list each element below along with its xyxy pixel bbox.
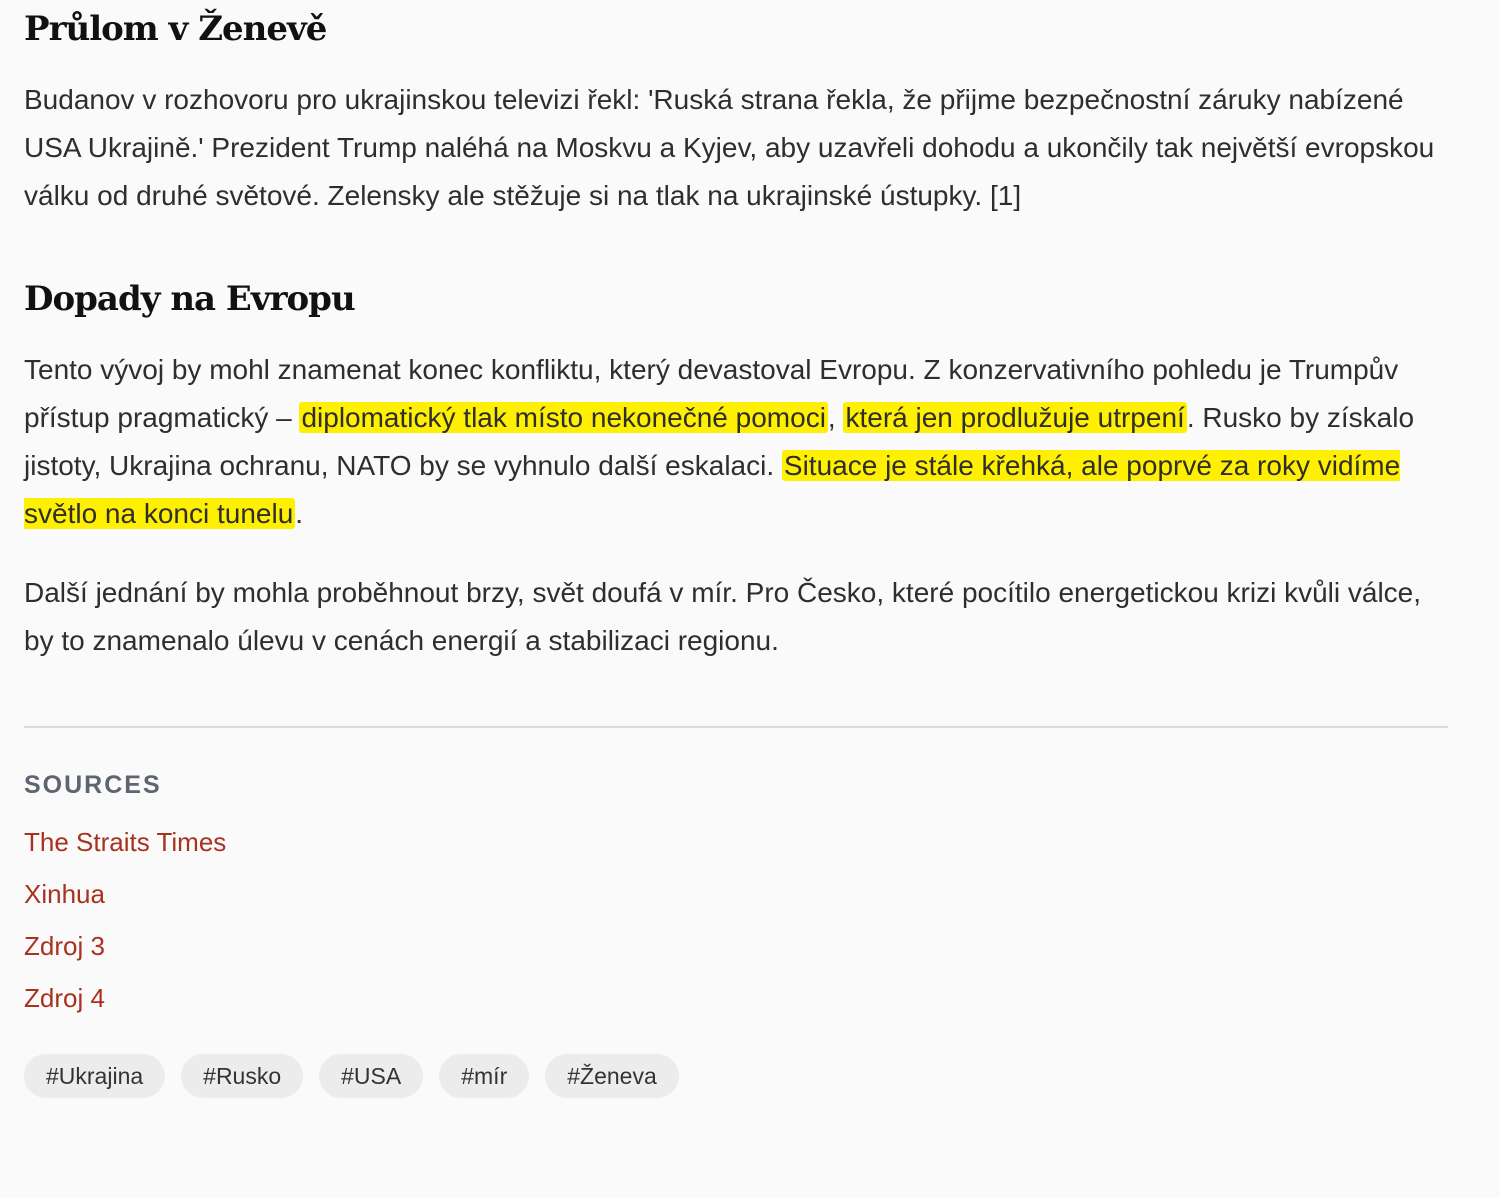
source-item bbox=[24, 868, 1448, 920]
tag-rusko[interactable]: #Rusko bbox=[181, 1054, 303, 1098]
highlight-diplomatic-pressure: diplomatický tlak místo nekonečné pomoci bbox=[301, 402, 826, 433]
source-link-zdroj-4[interactable]: Zdroj 4 bbox=[24, 983, 105, 1013]
source-link-zdroj-3[interactable]: Zdroj 3 bbox=[24, 931, 105, 961]
sources-title: SOURCES bbox=[24, 771, 162, 799]
paragraph-budanov-text: Budanov v rozhovoru pro ukrajinskou televizi řekl: 'Ruská strana řekla, že přijme bezpečnostní záruky nabízené USA Ukrajině.' Prezident Trump naléhá na Moskvu a Kyjev, aby uzavřeli dohodu a ukončily tak největší evropskou válku od druhé světové. Zelensky ale stěžuje si na tlak na ukrajinské ústupky. bbox=[24, 84, 1435, 211]
impact-text-3: . Rusko by získalo jistoty, Ukrajina ochranu, NATO by se vyhnulo další eskalaci. bbox=[24, 402, 1415, 481]
impact-text-4: . bbox=[295, 498, 304, 529]
paragraph-further-talks: Další jednání by mohla proběhnout brzy, svět doufá v mír. Pro Česko, které pocítilo energetickou krizi kvůli válce, by to znamenalo úlevu v cenách energií a stabilizaci regionu. bbox=[24, 577, 1422, 656]
tag-list bbox=[24, 1054, 1448, 1098]
source-link-xinhua[interactable]: Xinhua bbox=[24, 879, 105, 909]
section-heading-geneva: Průlom v Ženevě bbox=[24, 9, 327, 49]
tag-usa[interactable]: #USA bbox=[319, 1054, 423, 1098]
source-item bbox=[24, 972, 1448, 1024]
source-link-straits-times[interactable]: The Straits Times bbox=[24, 827, 227, 857]
sources-list bbox=[24, 816, 1448, 1024]
paragraph-budanov bbox=[24, 76, 1448, 220]
source-item bbox=[24, 816, 1448, 868]
section-heading-europe: Dopady na Evropu bbox=[24, 279, 355, 319]
impact-text-2: , bbox=[827, 402, 844, 433]
highlight-prolongs-suffering: která jen prodlužuje utrpení bbox=[845, 402, 1185, 433]
tag-mir[interactable]: #mír bbox=[439, 1054, 529, 1098]
highlight-light-at-end: Situace je stále křehká, ale poprvé za roky vidíme světlo na konci tunelu bbox=[24, 450, 1401, 529]
paragraph-impact bbox=[24, 346, 1448, 538]
tag-zeneva[interactable]: #Ženeva bbox=[545, 1054, 679, 1098]
impact-text-1: Tento vývoj by mohl znamenat konec konfliktu, který devastoval Evropu. Z konzervativního pohledu je Trumpův přístup pragmatický – bbox=[24, 354, 1399, 433]
source-item bbox=[24, 920, 1448, 972]
citation-1: [1] bbox=[990, 180, 1022, 211]
article bbox=[24, 0, 1448, 1098]
tag-ukrajina[interactable]: #Ukrajina bbox=[24, 1054, 165, 1098]
divider bbox=[24, 726, 1448, 728]
